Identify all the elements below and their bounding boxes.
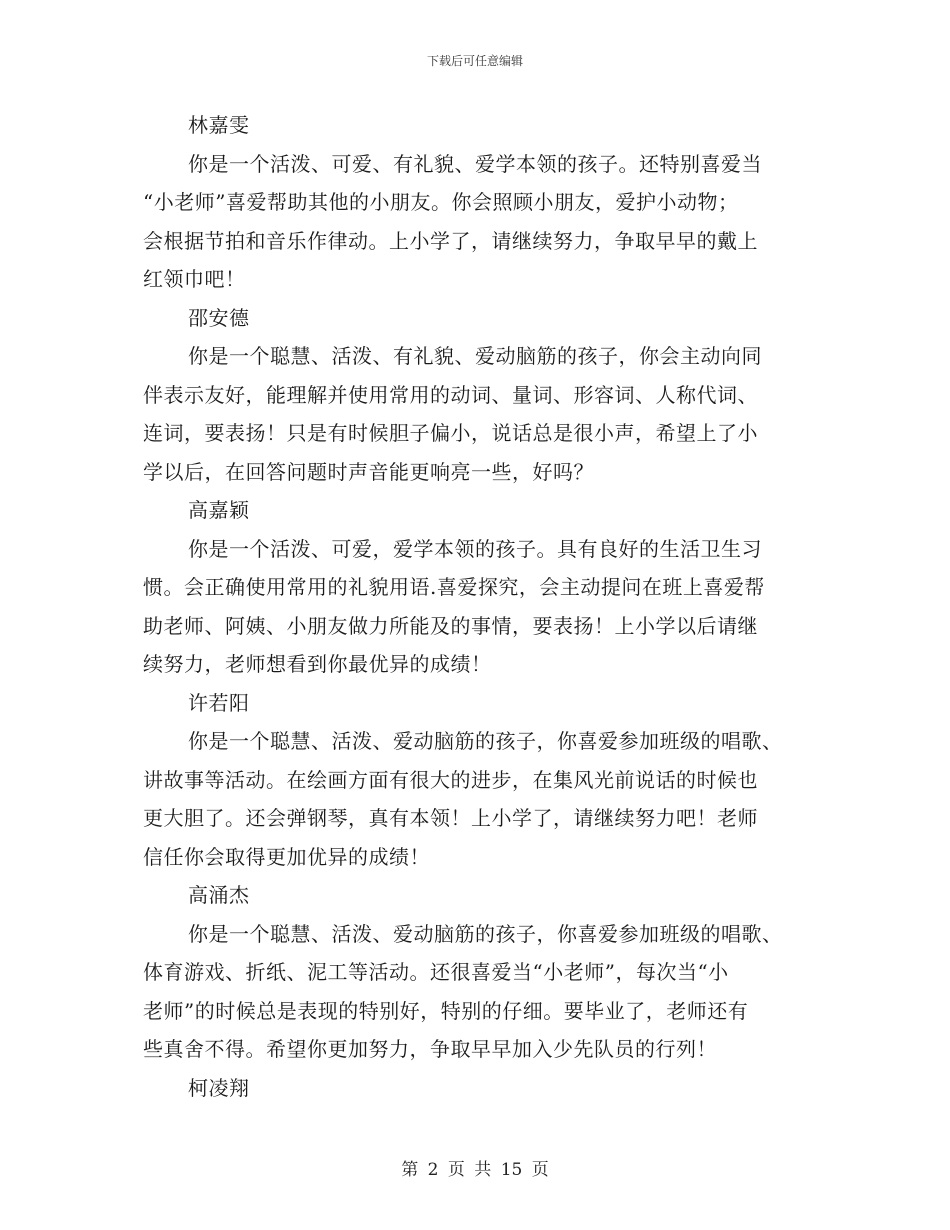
text-line: 伴表示友好，能理解并使用常用的动词、量词、形容词、人称代词、 — [143, 382, 758, 407]
text-line: 你是一个聪慧、活泼、爱动脑筋的孩子，你喜爱参加班级的唱歌、 — [188, 729, 783, 753]
text-line: 你是一个聪慧、活泼、有礼貌、爱动脑筋的孩子，你会主动向同 — [188, 344, 762, 368]
text-line: 更大胆了。还会弹钢琴，真有本领！上小学了，请继续努力吧！老师 — [143, 806, 758, 830]
text-line: 高嘉颖 — [188, 498, 250, 522]
text-line: 信任你会取得更加优异的成绩！ — [143, 844, 430, 869]
text-line: 连词，要表扬！只是有时候胆子偏小，说话总是很小声，希望上了小 — [143, 421, 758, 445]
document-body — [143, 106, 823, 1107]
text-line: 体育游戏、折纸、泥工等活动。还很喜爱当“小老师”，每次当“小 — [143, 960, 729, 984]
text-line: 续努力，老师想看到你最优异的成绩！ — [143, 652, 492, 676]
text-line: 你是一个活泼、可爱，爱学本领的孩子。具有良好的生活卫生习 — [188, 536, 762, 561]
text-line: “小老师”喜爱帮助其他的小朋友。你会照顾小朋友，爱护小动物； — [143, 190, 739, 214]
text-line: 你是一个活泼、可爱、有礼貌、爱学本领的孩子。还特别喜爱当 — [188, 151, 762, 176]
text-line: 邵安德 — [188, 305, 250, 330]
text-line: 学以后，在回答问题时声音能更响亮一些，好吗？ — [143, 459, 594, 484]
text-line: 助老师、阿姨、小朋友做力所能及的事情，要表扬！上小学以后请继 — [143, 613, 758, 638]
text-line: 林嘉雯 — [188, 113, 250, 137]
text-line: 柯凌翔 — [188, 1075, 250, 1100]
text-line: 些真舍不得。希望你更加努力，争取早早加入少先队员的行列！ — [143, 1037, 717, 1061]
text-line: 许若阳 — [188, 690, 250, 715]
text-line: 会根据节拍和音乐作律动。上小学了，请继续努力，争取早早的戴上 — [143, 228, 758, 253]
page-header: 下载后可任意编辑 — [426, 54, 523, 68]
text-line: 惯。会正确使用常用的礼貌用语.喜爱探究，会主动提问在班上喜爱帮 — [143, 575, 765, 599]
text-line: 讲故事等活动。在绘画方面有很大的进步，在集风光前说话的时候也 — [143, 767, 758, 792]
text-line: 你是一个聪慧、活泼、爱动脑筋的孩子，你喜爱参加班级的唱歌、 — [188, 921, 783, 946]
text-line: 高涌杰 — [188, 883, 250, 907]
text-line: 老师”的时候总是表现的特别好，特别的仔细。要毕业了，老师还有 — [143, 998, 749, 1023]
text-line: 红领巾吧！ — [143, 267, 246, 291]
page-footer: 第 2 页 共 15 页 — [401, 1160, 549, 1180]
